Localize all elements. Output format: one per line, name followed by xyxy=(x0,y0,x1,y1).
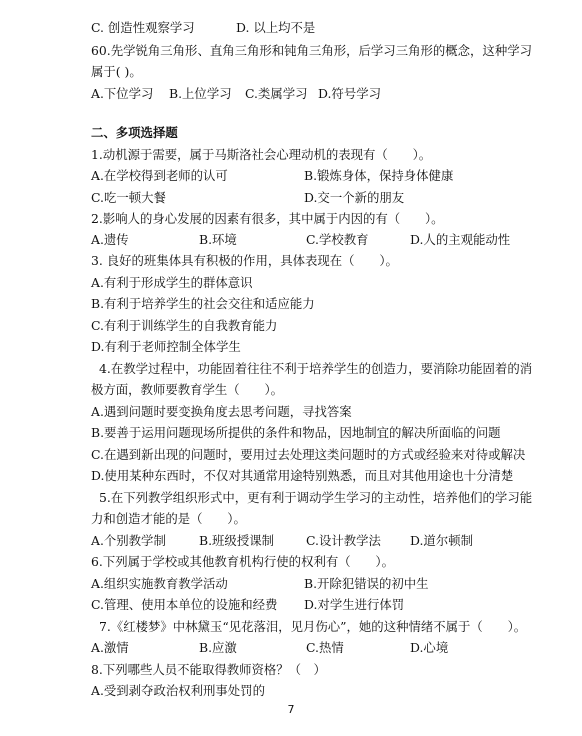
option-text: A.下位学习 xyxy=(91,86,154,101)
option-text: A.个别教学制 xyxy=(91,533,166,548)
option-text: D.符号学习 xyxy=(318,86,381,101)
option-text: C.学校教育 xyxy=(306,232,369,247)
option-text: D. 以上均不是 xyxy=(236,20,316,35)
question-m5-text-cont: 力和创造才能的是（ ）。 xyxy=(91,511,246,526)
page-number: 7 xyxy=(287,703,295,716)
option-text: B.上位学习 xyxy=(169,86,232,101)
option-text: C.有利于训练学生的自我教育能力 xyxy=(91,318,278,333)
option-text: A.受到剥夺政治权利刑事处罚的 xyxy=(91,683,265,698)
question-m3-text: 3. 良好的班集体具有积极的作用，具体表现在（ ）。 xyxy=(91,253,398,268)
option-text: B.班级授课制 xyxy=(199,533,274,548)
option-text: C.热情 xyxy=(306,640,344,655)
section-heading: 二、多项选择题 xyxy=(91,125,178,140)
option-text: B.要善于运用问题现场所提供的条件和物品，因地制宜的解决所面临的问题 xyxy=(91,425,501,440)
option-text: A.激情 xyxy=(91,640,129,655)
question-60-text: 60.先学锐角三角形、直角三角形和钝角三角形，后学习三角形的概念，这种学习 xyxy=(91,43,532,58)
question-60-text-cont: 属于( )。 xyxy=(91,64,142,79)
option-text: A.遗传 xyxy=(91,232,129,247)
option-text: C.设计教学法 xyxy=(306,533,381,548)
option-text: C.管理、使用本单位的设施和经费 xyxy=(91,597,278,612)
option-text: C.吃一顿大餐 xyxy=(91,190,166,205)
option-text: D.交一个新的朋友 xyxy=(304,190,405,205)
question-m4-text-cont: 极方面，教师要教育学生（ ）。 xyxy=(91,382,284,397)
option-text: B.应激 xyxy=(199,640,237,655)
question-m6-text: 6.下列属于学校或其他教育机构行使的权利有（ ）。 xyxy=(91,554,394,569)
option-text: B.环境 xyxy=(199,232,237,247)
question-m1-text: 1.动机源于需要，属于马斯洛社会心理动机的表现有（ ）。 xyxy=(91,147,432,162)
option-text: D.人的主观能动性 xyxy=(410,232,511,247)
option-text: B.锻炼身体，保持身体健康 xyxy=(304,168,454,183)
question-m4-text: 4.在教学过程中，功能固着往往不利于培养学生的创造力，要消除功能固着的消 xyxy=(99,361,533,376)
question-m5-text: 5.在下列教学组织形式中，更有利于调动学生学习的主动性，培养他们的学习能 xyxy=(99,490,533,505)
option-text: B.有利于培养学生的社会交往和适应能力 xyxy=(91,296,315,311)
option-text: D.对学生进行体罚 xyxy=(304,597,405,612)
question-m8-text: 8.下列哪些人员不能取得教师资格？（ ） xyxy=(91,662,326,677)
option-text: C. 创造性观察学习 xyxy=(91,20,195,35)
option-text: D.有利于老师控制全体学生 xyxy=(91,339,241,354)
option-text: A.组织实施教育教学活动 xyxy=(91,576,228,591)
question-m2-text: 2.影响人的身心发展的因素有很多，其中属于内因的有（ ）。 xyxy=(91,211,444,226)
option-text: B.开除犯错误的初中生 xyxy=(304,576,429,591)
option-text: D.道尔顿制 xyxy=(410,533,473,548)
question-m7-text: 7.《红楼梦》中林黛玉“见花落泪，见月伤心”，她的这种情绪不属于（ ）。 xyxy=(99,619,527,634)
option-text: A.在学校得到老师的认可 xyxy=(91,168,228,183)
option-text: D.心境 xyxy=(410,640,449,655)
option-text: A.遇到问题时要变换角度去思考问题，寻找答案 xyxy=(91,404,352,419)
option-text: C.类属学习 xyxy=(245,86,308,101)
option-text: A.有利于形成学生的群体意识 xyxy=(91,275,253,290)
option-text: C.在遇到新出现的问题时，要用过去处理这类问题时的方式或经验来对待或解决 xyxy=(91,447,526,462)
option-text: D.使用某种东西时，不仅对其通常用途特别熟悉，而且对其他用途也十分清楚 xyxy=(91,468,514,483)
